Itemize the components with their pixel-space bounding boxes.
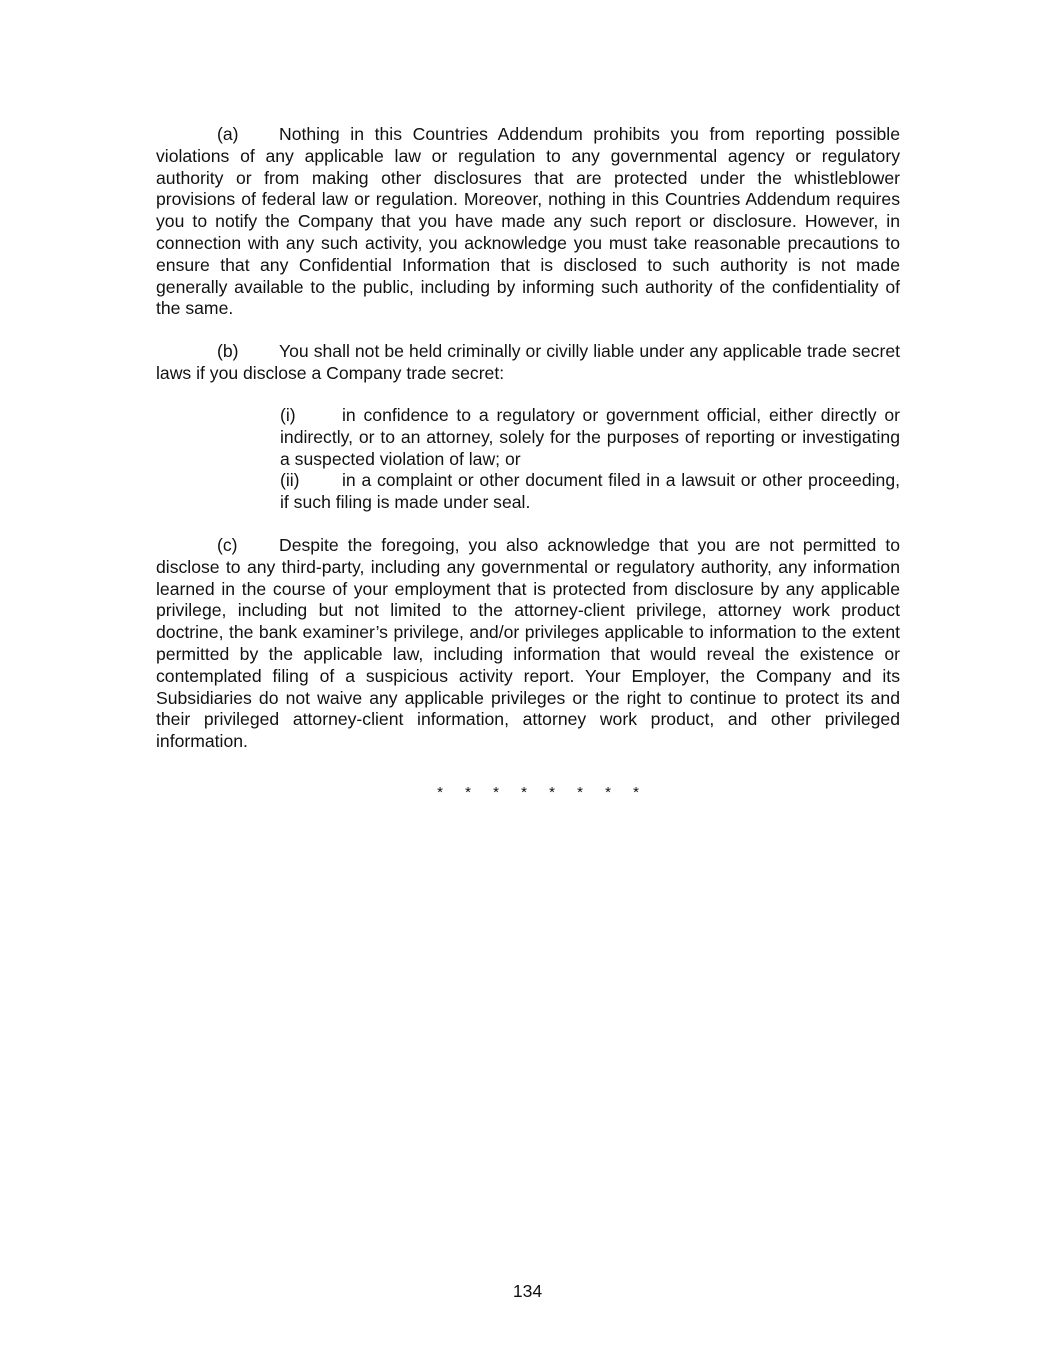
subitem-i: [280, 405, 900, 470]
paragraph-marker: (c): [217, 535, 238, 555]
subitem-text: in a complaint or other document filed in a lawsuit or other proceeding, if such filing is made under seal.: [280, 470, 900, 512]
page-number: 134: [512, 1281, 543, 1301]
subitem-marker: (ii): [280, 470, 300, 490]
paragraph-text: You shall not be held criminally or civilly liable under any applicable trade secret laws if you disclose a Company trade secret:: [156, 341, 900, 383]
paragraph-text: Despite the foregoing, you also acknowledge that you are not permitted to disclose to any third-party, including any governmental or regulatory authority, any information learned in the course of your employment that is protected from disclosure by any applicable privilege, including but not limited to the attorney-client privilege, attorney work product doctrine, the bank examiner’s privilege, and/or privileges applicable to information to the extent permitted by the applicable law, including information that would reveal the existence or contemplated filing of a suspicious activity report. Your Employer, the Company and its Subsidiaries do not waive any applicable privileges or the right to continue to protect its and their privileged attorney-client information, attorney work product, and other privileged information.: [156, 535, 900, 752]
paragraph-text: Nothing in this Countries Addendum prohibits you from reporting possible violations of any applicable law or regulation to any governmental agency or regulatory authority or from making other disclosures that are protected under the whistleblower provisions of federal law or regulation. Moreover, nothing in this Countries Addendum requires you to notify the Company that you have made any such report or disclosure. However, in connection with any such activity, you acknowledge you must take reasonable precautions to ensure that any Confidential Information that is disclosed to such authority is not made generally available to the public, including by informing such authority of the confidentiality of the same.: [156, 124, 900, 319]
section-separator: * * * * * * * *: [437, 784, 648, 801]
paragraph-b: [156, 341, 900, 385]
paragraph-marker: (b): [217, 341, 239, 361]
subitem-marker: (i): [280, 405, 296, 425]
paragraph-marker: (a): [217, 124, 239, 144]
subitem-text: in confidence to a regulatory or government official, either directly or indirectly, or to an attorney, solely for the purposes of reporting or investigating a suspected violation of law; or: [280, 405, 900, 469]
paragraph-c: [156, 535, 900, 753]
subitem-ii: [280, 470, 900, 514]
paragraph-a: [156, 124, 900, 320]
